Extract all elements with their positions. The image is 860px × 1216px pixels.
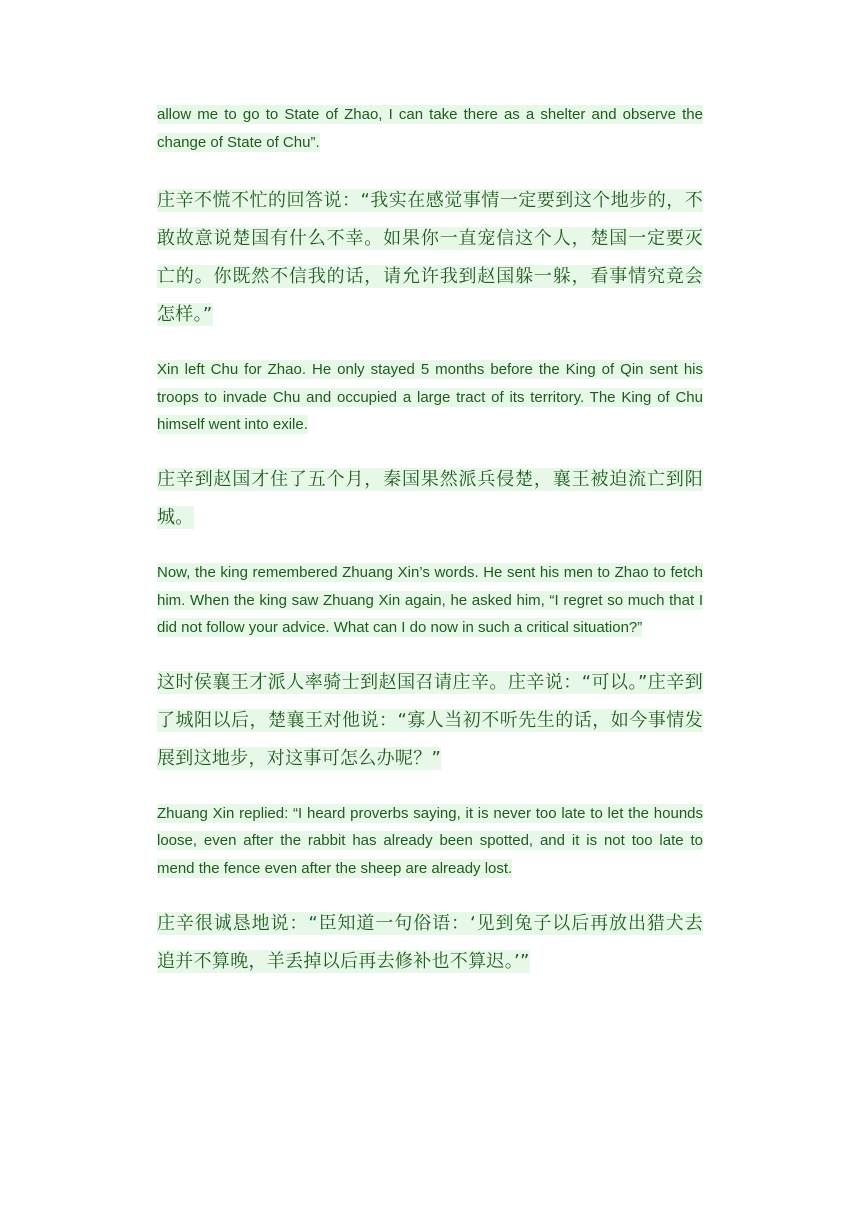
paragraph-zh-2 xyxy=(157,461,703,537)
paragraph-en-4 xyxy=(157,800,703,883)
paragraph-text: allow me to go to State of Zhao, I can take there as a shelter and observe the change of State of Chu”. xyxy=(157,106,703,151)
paragraph-text: 庄辛很诚恳地说：“臣知道一句俗语：‘见到兔子以后再放出猎犬去追并不算晚，羊丢掉以后再去修补也不算迟。’” xyxy=(157,912,703,972)
paragraph-zh-1 xyxy=(157,182,703,334)
paragraph-zh-4 xyxy=(157,905,703,981)
paragraph-text: Xin left Chu for Zhao. He only stayed 5 months before the King of Qin sent his troops to invade Chu and occupied a large tract of its territory. The King of Chu himself went into exile. xyxy=(157,361,703,434)
paragraph-text: 这时侯襄王才派人率骑士到赵国召请庄辛。庄辛说：“可以。”庄辛到了城阳以后，楚襄王对他说：“寡人当初不听先生的话，如今事情发展到这地步，对这事可怎么办呢？” xyxy=(157,671,703,769)
document-page xyxy=(157,101,703,981)
paragraph-text: 庄辛到赵国才住了五个月，秦国果然派兵侵楚，襄王被迫流亡到阳城。 xyxy=(157,468,703,528)
paragraph-en-2 xyxy=(157,356,703,439)
paragraph-text: 庄辛不慌不忙的回答说：“我实在感觉事情一定要到这个地步的，不敢故意说楚国有什么不幸。如果你一直宠信这个人，楚国一定要灭亡的。你既然不信我的话，请允许我到赵国躲一躲，看事情究竟会怎样。” xyxy=(157,190,703,326)
paragraph-en-1 xyxy=(157,101,703,156)
paragraph-en-3 xyxy=(157,559,703,642)
paragraph-text: Now, the king remembered Zhuang Xin’s words. He sent his men to Zhao to fetch him. When the king saw Zhuang Xin again, he asked him, “I regret so much that I did not follow your advice. What can I do now in such a critical situation?” xyxy=(157,563,703,637)
paragraph-text: Zhuang Xin replied: “I heard proverbs saying, it is never too late to let the hounds loose, even after the rabbit has already been spotted, and it is not too late to mend the fence even after the sheep are already lost. xyxy=(157,804,703,877)
paragraph-zh-3 xyxy=(157,664,703,778)
